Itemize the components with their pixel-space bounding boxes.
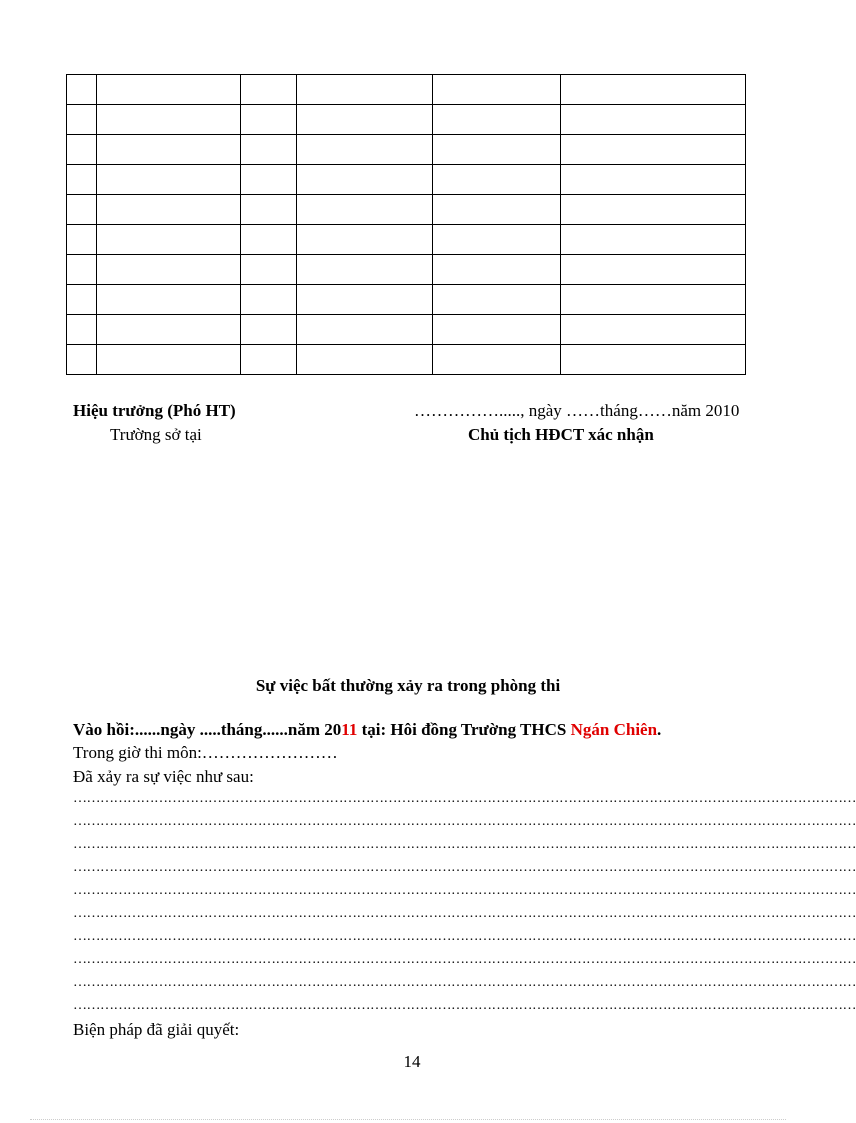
table-cell — [297, 135, 433, 165]
table-row — [67, 195, 746, 225]
principal-title: Hiệu trưởng (Phó HT) — [73, 401, 236, 420]
table-cell — [561, 225, 746, 255]
table-cell — [97, 135, 241, 165]
table-cell — [433, 345, 561, 375]
incident-heading: Sự việc bất thường xảy ra trong phòng thi — [255, 676, 561, 695]
table-cell — [297, 105, 433, 135]
table-cell — [297, 225, 433, 255]
page-number: 14 — [403, 1052, 421, 1071]
table-cell — [241, 225, 297, 255]
table-cell — [297, 285, 433, 315]
table-cell — [433, 165, 561, 195]
table-cell — [97, 105, 241, 135]
table-row — [67, 105, 746, 135]
table-cell — [561, 75, 746, 105]
signature-date-line: ……………....., ngày ……tháng……năm 2010 — [414, 401, 740, 420]
table-cell — [67, 105, 97, 135]
table-cell — [433, 75, 561, 105]
dotted-line: ………………………………………………………………………………………………………………………………………………………… — [73, 952, 856, 967]
table-cell — [433, 105, 561, 135]
table-body — [67, 75, 746, 375]
dotted-line: ………………………………………………………………………………………………………………………………………………………… — [73, 791, 856, 806]
table-cell — [561, 255, 746, 285]
table-row — [67, 165, 746, 195]
table-cell — [241, 315, 297, 345]
table-cell — [561, 285, 746, 315]
incident-time-line: Vào hồi:......ngày .....tháng......năm 2011 tại: Hôi đồng Trường THCS Ngán Chiên. — [73, 720, 662, 739]
table-cell — [241, 135, 297, 165]
table-cell — [97, 225, 241, 255]
table-cell — [297, 75, 433, 105]
table-cell — [561, 315, 746, 345]
table-cell — [67, 225, 97, 255]
dotted-line: ………………………………………………………………………………………………………………………………………………………… — [73, 860, 856, 875]
table-cell — [241, 165, 297, 195]
table-row — [67, 315, 746, 345]
table-cell — [67, 165, 97, 195]
table-cell — [297, 165, 433, 195]
principal-subtitle: Trường sở tại — [110, 425, 202, 444]
table-row — [67, 225, 746, 255]
table-cell — [297, 255, 433, 285]
table-row — [67, 75, 746, 105]
table-cell — [97, 255, 241, 285]
table-cell — [241, 285, 297, 315]
table-cell — [561, 195, 746, 225]
dotted-line: ………………………………………………………………………………………………………………………………………………………… — [73, 975, 856, 990]
table-cell — [67, 135, 97, 165]
dotted-line: ………………………………………………………………………………………………………………………………………………………… — [73, 998, 856, 1013]
measures-label: Biện pháp đã giải quyết: — [73, 1020, 240, 1039]
table-cell — [97, 345, 241, 375]
table-cell — [241, 345, 297, 375]
page-edge — [30, 1119, 786, 1120]
table-cell — [97, 195, 241, 225]
table-cell — [433, 195, 561, 225]
table-cell — [97, 315, 241, 345]
table-cell — [241, 195, 297, 225]
table-cell — [297, 195, 433, 225]
table-cell — [67, 315, 97, 345]
table-cell — [433, 285, 561, 315]
chairman-title: Chủ tịch HĐCT xác nhận — [468, 425, 654, 444]
table-cell — [97, 285, 241, 315]
dotted-line: ………………………………………………………………………………………………………………………………………………………… — [73, 837, 856, 852]
table-cell — [67, 195, 97, 225]
table-cell — [97, 75, 241, 105]
table-cell — [297, 345, 433, 375]
occurred-label: Đã xảy ra sự việc như sau: — [73, 767, 254, 786]
table-cell — [241, 255, 297, 285]
table-cell — [561, 105, 746, 135]
table-cell — [561, 165, 746, 195]
table-cell — [241, 75, 297, 105]
table-cell — [67, 285, 97, 315]
table-cell — [561, 135, 746, 165]
table-cell — [241, 105, 297, 135]
table-row — [67, 345, 746, 375]
table-cell — [433, 225, 561, 255]
table-cell — [561, 345, 746, 375]
table-cell — [433, 255, 561, 285]
table-cell — [67, 345, 97, 375]
dotted-line: ………………………………………………………………………………………………………………………………………………………… — [73, 814, 856, 829]
blank-record-table — [66, 74, 746, 375]
dotted-line: ………………………………………………………………………………………………………………………………………………………… — [73, 929, 856, 944]
table-cell — [297, 315, 433, 345]
dotted-line: ………………………………………………………………………………………………………………………………………………………… — [73, 906, 856, 921]
exam-subject-line: Trong giờ thi môn:…………………… — [73, 743, 338, 762]
table-cell — [433, 135, 561, 165]
table-row — [67, 285, 746, 315]
table-cell — [97, 165, 241, 195]
table-cell — [67, 255, 97, 285]
table-row — [67, 135, 746, 165]
dotted-line: ………………………………………………………………………………………………………………………………………………………… — [73, 883, 856, 898]
table-row — [67, 255, 746, 285]
table-cell — [67, 75, 97, 105]
table-cell — [433, 315, 561, 345]
